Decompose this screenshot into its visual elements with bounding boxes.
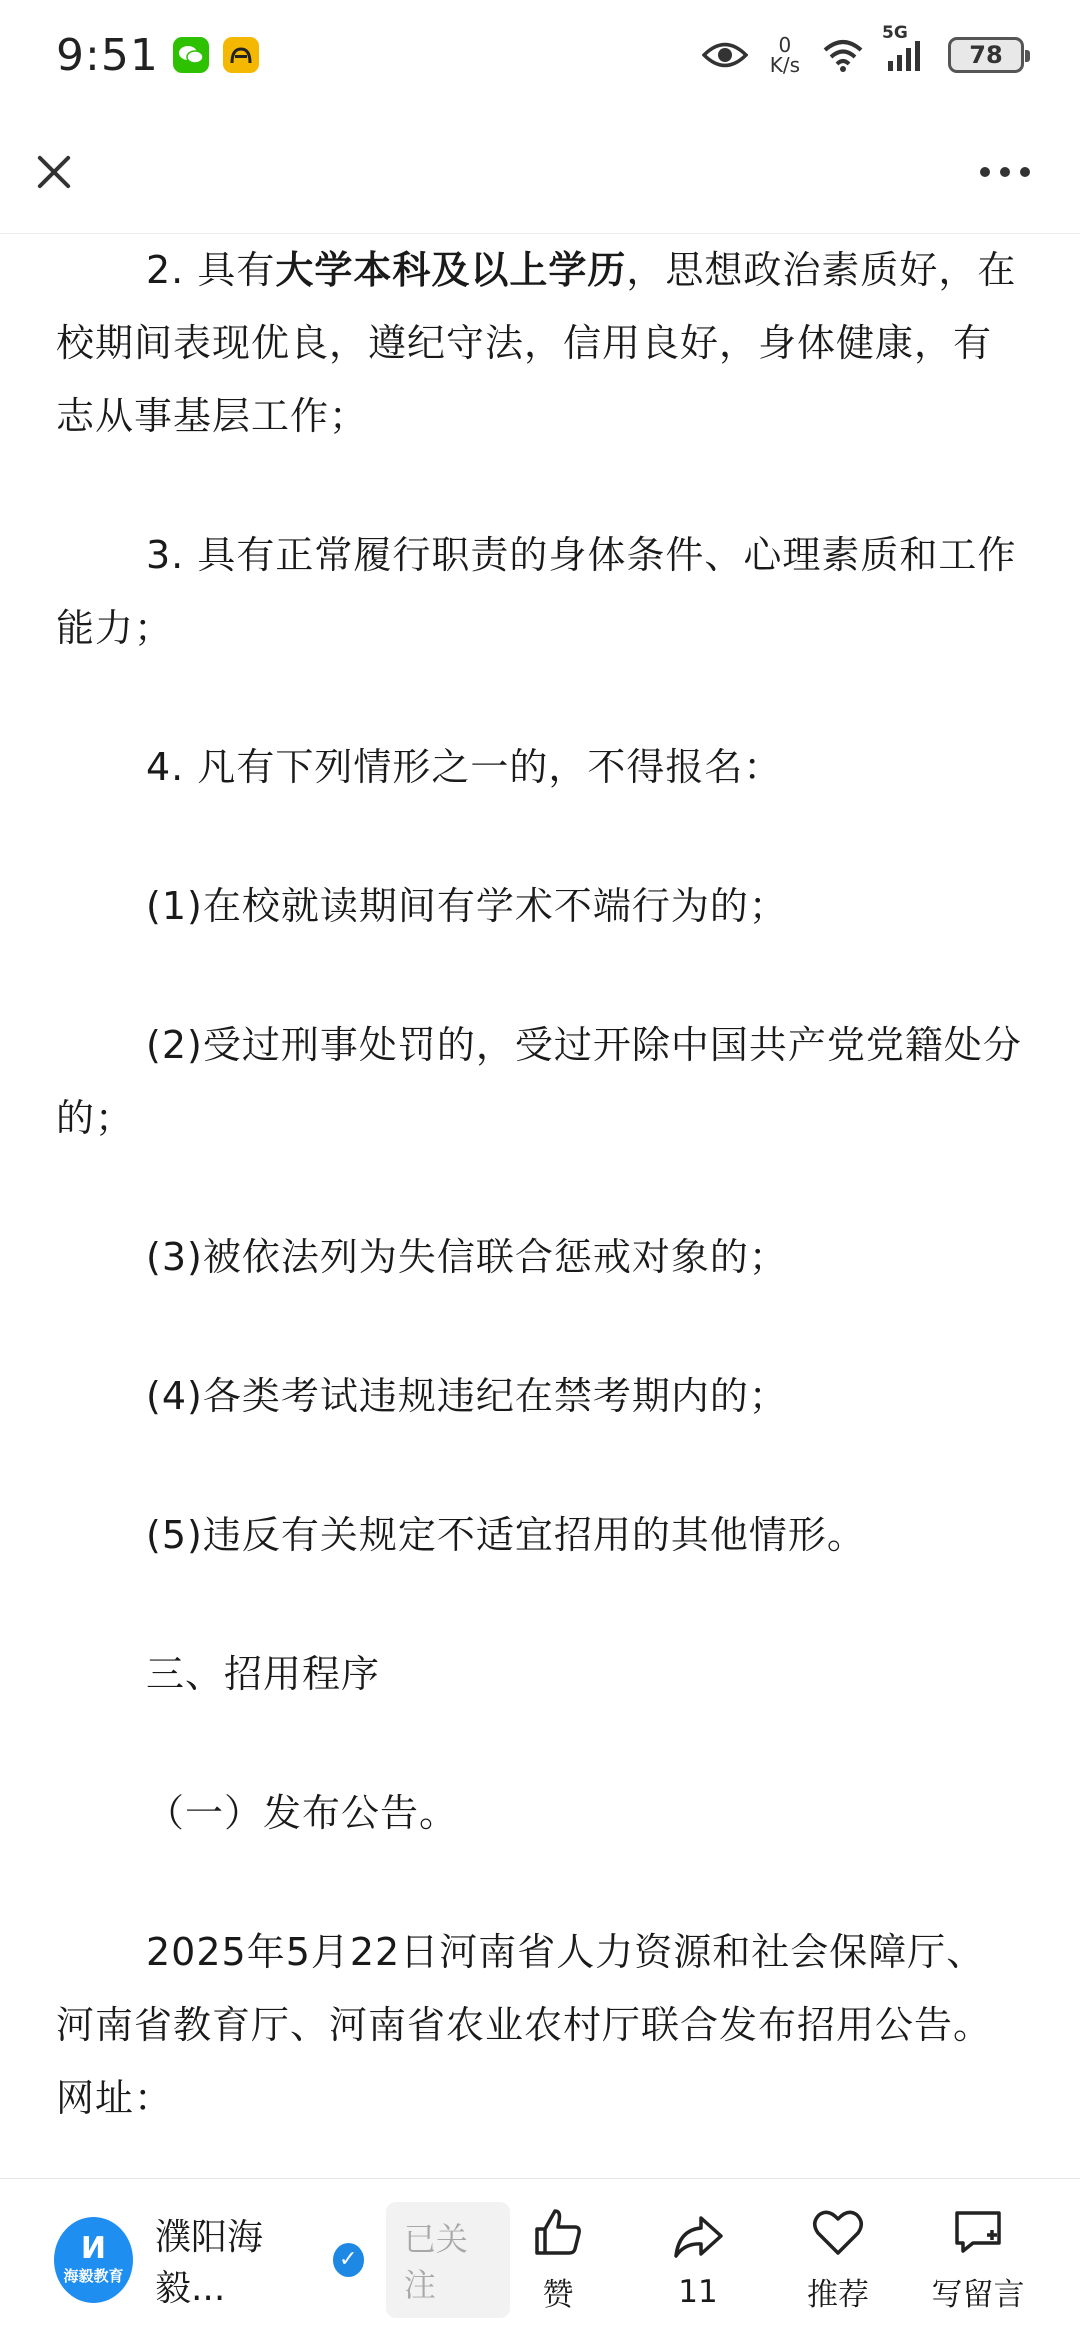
action-group xyxy=(510,2205,1026,2314)
author-name[interactable]: 濮阳海毅... xyxy=(154,2216,263,2309)
wechat-icon xyxy=(173,37,209,73)
heart-icon xyxy=(811,2205,865,2259)
author-logo-icon: ⵍ xyxy=(80,2231,107,2266)
verified-badge-icon: ✓ xyxy=(333,2243,364,2277)
article-paragraph: 4. 凡有下列情形之一的，不得报名： xyxy=(146,745,783,789)
paragraph-text: 2. 具有 xyxy=(146,248,276,292)
article-paragraph: 2025年5月22日河南省人力资源和社会保障厅、河南省教育厅、河南省农业农村厅联合发布招用公告。网址： xyxy=(56,1930,993,2120)
status-indicators xyxy=(702,23,1024,77)
article-body xyxy=(0,234,1080,2178)
author-avatar[interactable] xyxy=(54,2217,133,2303)
section-heading: 三、招用程序 xyxy=(146,1652,381,1696)
more-dot xyxy=(980,167,990,177)
paragraph-bold-text: 大学本科及以上学历 xyxy=(275,248,627,292)
app-notification-icon xyxy=(223,37,259,73)
follow-button[interactable]: 已关注 xyxy=(386,2202,510,2318)
more-dot xyxy=(1000,167,1010,177)
wifi-icon xyxy=(822,38,864,72)
cellular-signal xyxy=(882,23,926,71)
recommend-button[interactable] xyxy=(790,2205,886,2314)
article-paragraph: (2)受过刑事处罚的，受过开除中国共产党党籍处分的； xyxy=(56,1023,1022,1140)
network-speed-value: 0 xyxy=(778,33,792,57)
signal-bars-icon xyxy=(886,39,926,71)
more-options-icon[interactable] xyxy=(980,167,1046,177)
like-label: 赞 xyxy=(542,2277,574,2313)
article-paragraph: (4)各类考试违规违纪在禁考期内的； xyxy=(146,1374,788,1418)
thumbs-up-icon xyxy=(531,2205,585,2259)
nav-bar xyxy=(0,110,1080,234)
share-button[interactable] xyxy=(650,2210,746,2310)
status-time: 9:51 xyxy=(56,29,159,81)
status-bar xyxy=(0,0,1080,110)
article-paragraph: (1)在校就读期间有学术不端行为的； xyxy=(146,884,788,928)
article-paragraph: 3. 具有正常履行职责的身体条件、心理素质和工作能力； xyxy=(56,533,1017,650)
close-icon[interactable] xyxy=(34,152,74,192)
bottom-action-bar xyxy=(0,2178,1080,2340)
battery-indicator xyxy=(948,37,1024,73)
battery-level: 78 xyxy=(969,41,1003,69)
article-paragraph xyxy=(56,234,1024,453)
network-type: 5G xyxy=(882,23,908,43)
network-speed-unit: K/s xyxy=(769,53,800,77)
subsection-heading: （一）发布公告。 xyxy=(146,1791,459,1835)
comment-icon xyxy=(951,2205,1005,2259)
more-dot xyxy=(1020,167,1030,177)
recommend-label: 推荐 xyxy=(807,2277,869,2313)
avatar-label: 海毅教育 xyxy=(63,2267,124,2285)
eye-icon xyxy=(702,40,748,70)
article-paragraph: (5)违反有关规定不适宜招用的其他情形。 xyxy=(146,1513,866,1557)
like-button[interactable] xyxy=(510,2205,606,2314)
comment-button[interactable] xyxy=(930,2205,1026,2314)
network-speed xyxy=(770,35,800,75)
share-count: 11 xyxy=(678,2273,718,2310)
article-paragraph: (3)被依法列为失信联合惩戒对象的； xyxy=(146,1235,788,1279)
paragraph-text: ，思想政治素质好，在校期间表现优良，遵纪守法，信用良好，身体健康，有志从事基层工作； xyxy=(56,248,1017,438)
share-icon xyxy=(671,2210,725,2264)
comment-label: 写留言 xyxy=(931,2277,1025,2313)
